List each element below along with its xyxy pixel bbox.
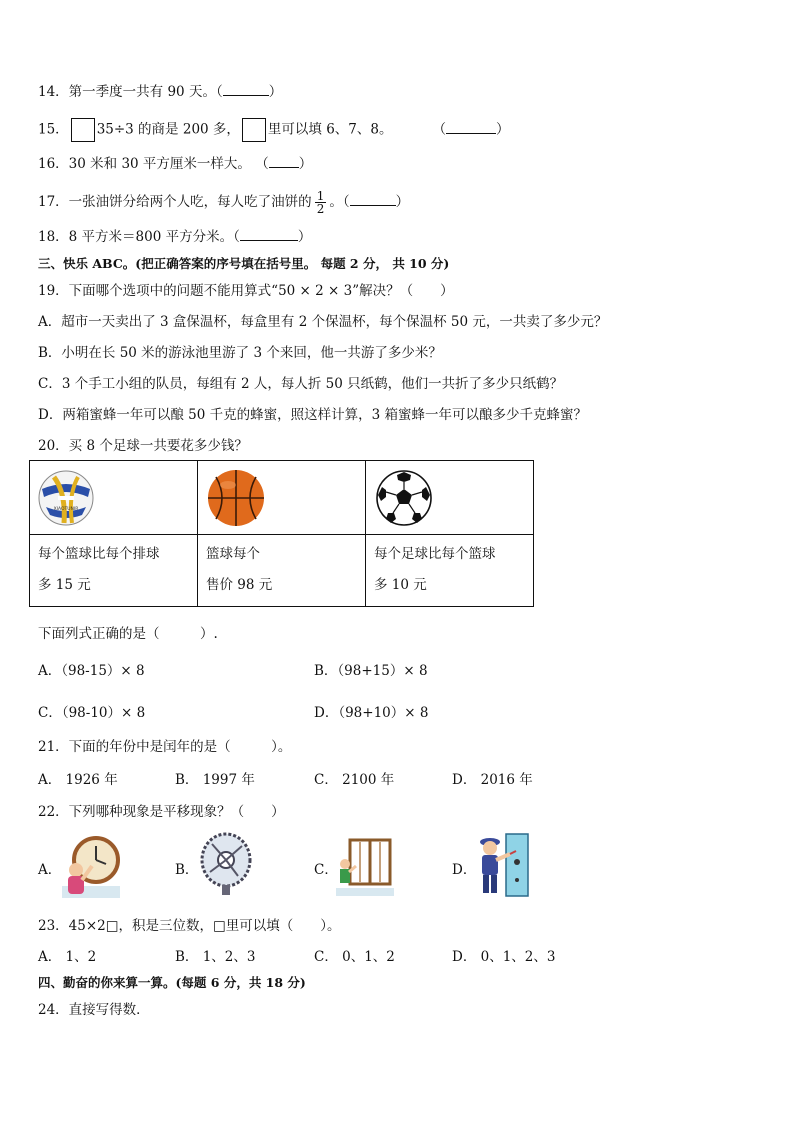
table-cell-soccer-info: [366, 535, 534, 607]
paren-close: ）: [268, 84, 283, 100]
fraction-numerator: 1: [316, 189, 325, 203]
question-24-stem: 24．直接写得数．: [38, 1002, 150, 1018]
question-23-stem: 23．45×2□，积是三位数，□里可以填（ ）。: [38, 918, 341, 934]
question-15: [38, 118, 509, 142]
answer-blank[interactable]: [350, 193, 396, 206]
soccer-ball-cell: [366, 461, 534, 535]
question-21-stem: 21．下面的年份中是闰年的是（ ）。: [38, 739, 292, 755]
question-22-stem: 22．下列哪种现象是平移现象？（ ）: [38, 804, 285, 820]
question-17-text: 17．一张油饼分给两个人吃，每人吃了油饼的: [38, 194, 312, 210]
question-23-option-d[interactable]: D． 0、1、2、3: [452, 949, 556, 965]
section-3-title: 三、快乐 ABC。(把正确答案的序号填在括号里。 每题 2 分， 共 10 分): [38, 256, 450, 271]
question-21-option-b[interactable]: B． 1997 年: [175, 772, 255, 788]
question-18-text: 18．8 平方米＝800 平方分米。（: [38, 229, 240, 245]
fraction: [315, 190, 327, 215]
answer-blank[interactable]: [446, 121, 496, 134]
section-4-title: 四、勤奋的你来算一算。(每题 6 分，共 18 分): [38, 975, 306, 990]
cell-line-1: 每个篮球比每个排球: [38, 546, 160, 562]
cell-line-2: 售价 98 元: [206, 577, 273, 593]
paren-close: ）: [297, 229, 312, 245]
question-15-text-rest: 里可以填 6、7、8。: [267, 121, 393, 138]
question-15-number: 15．: [38, 121, 69, 138]
answer-blank[interactable]: [240, 228, 298, 241]
paren-close: ）: [495, 121, 510, 138]
fan-icon[interactable]: [198, 830, 254, 898]
question-19-option-d[interactable]: D．两箱蜜蜂一年可以酿 50 千克的蜂蜜，照这样计算，3 箱蜜蜂一年可以酿多少千克蜂蜜？: [38, 407, 587, 423]
question-19-option-a[interactable]: A．超市一天卖出了 3 盒保温杯，每盒里有 2 个保温杯，每个保温杯 50 元，一共卖了多少元？: [38, 314, 608, 330]
question-20-option-b[interactable]: B．（98+15）× 8: [314, 663, 428, 679]
question-23-option-c[interactable]: C． 0、1、2: [314, 949, 395, 965]
volleyball-cell: [30, 461, 198, 535]
paren-close: ）: [298, 156, 313, 172]
question-20-prompt: 下面列式正确的是（ ）.: [38, 626, 218, 642]
question-23-option-b[interactable]: B． 1、2、3: [175, 949, 256, 965]
question-15-text: 35÷3 的商是 200 多，: [96, 121, 240, 138]
paren-open: （: [432, 121, 446, 138]
question-21-option-a[interactable]: A． 1926 年: [38, 772, 118, 788]
table-cell-basketball-info: [198, 535, 366, 607]
volleyball-logo: XIAOTUNIR: [53, 507, 79, 512]
cell-line-1: 每个足球比每个篮球: [374, 546, 496, 562]
question-17: [38, 190, 409, 215]
digit-box[interactable]: [242, 118, 266, 142]
worker-screwdriver-icon[interactable]: [474, 832, 532, 898]
question-16: [38, 155, 312, 173]
cell-line-1: 篮球每个: [206, 546, 260, 562]
question-22-option-b-label[interactable]: B．: [175, 862, 199, 878]
digit-box[interactable]: [71, 118, 95, 142]
basketball-cell: [198, 461, 366, 535]
question-22-option-d-label[interactable]: D．: [452, 862, 477, 878]
paren-close: ）: [395, 194, 410, 210]
fraction-denominator: 2: [316, 202, 325, 216]
table-cell-volleyball-info: [30, 535, 198, 607]
cell-line-2: 多 15 元: [38, 577, 91, 593]
volleyball-icon: [36, 469, 96, 527]
question-23-option-a[interactable]: A． 1、2: [38, 949, 97, 965]
question-19-stem: 19．下面哪个选项中的问题不能用算式“50 × 2 × 3”解决？（ ）: [38, 283, 454, 299]
question-20-option-a[interactable]: A．（98-15）× 8: [38, 663, 145, 679]
question-21-option-c[interactable]: C． 2100 年: [314, 772, 395, 788]
question-18: [38, 228, 311, 246]
answer-blank[interactable]: [269, 155, 299, 168]
question-21-option-d[interactable]: D． 2016 年: [452, 772, 533, 788]
question-14-text: 14．第一季度一共有 90 天。（: [38, 84, 223, 100]
question-22-option-a-label[interactable]: A．: [38, 862, 62, 878]
basketball-icon: [206, 469, 266, 527]
question-22-option-c-label[interactable]: C．: [314, 862, 338, 878]
question-19-option-b[interactable]: B．小明在长 50 米的游泳池里游了 3 个来回，他一共游了多少米？: [38, 345, 442, 361]
question-19-option-c[interactable]: C．3 个手工小组的队员，每组有 2 人，每人折 50 只纸鹤，他们一共折了多少只纸鹤？: [38, 376, 564, 392]
question-14: [38, 83, 282, 101]
question-20-stem: 20．买 8 个足球一共要花多少钱？: [38, 438, 248, 454]
ball-price-table: [29, 460, 534, 607]
clock-hands-icon[interactable]: [62, 834, 120, 898]
question-20-option-d[interactable]: D．（98+10）× 8: [314, 705, 429, 721]
question-17-text-post: 。（: [329, 194, 350, 210]
answer-blank[interactable]: [223, 83, 269, 96]
question-16-text: 16．30 米和 30 平方厘米一样大。 （: [38, 156, 269, 172]
sliding-window-icon[interactable]: [336, 838, 394, 896]
cell-line-2: 多 10 元: [374, 577, 427, 593]
soccer-ball-icon: [374, 469, 434, 527]
question-20-option-c[interactable]: C．（98-10）× 8: [38, 705, 146, 721]
